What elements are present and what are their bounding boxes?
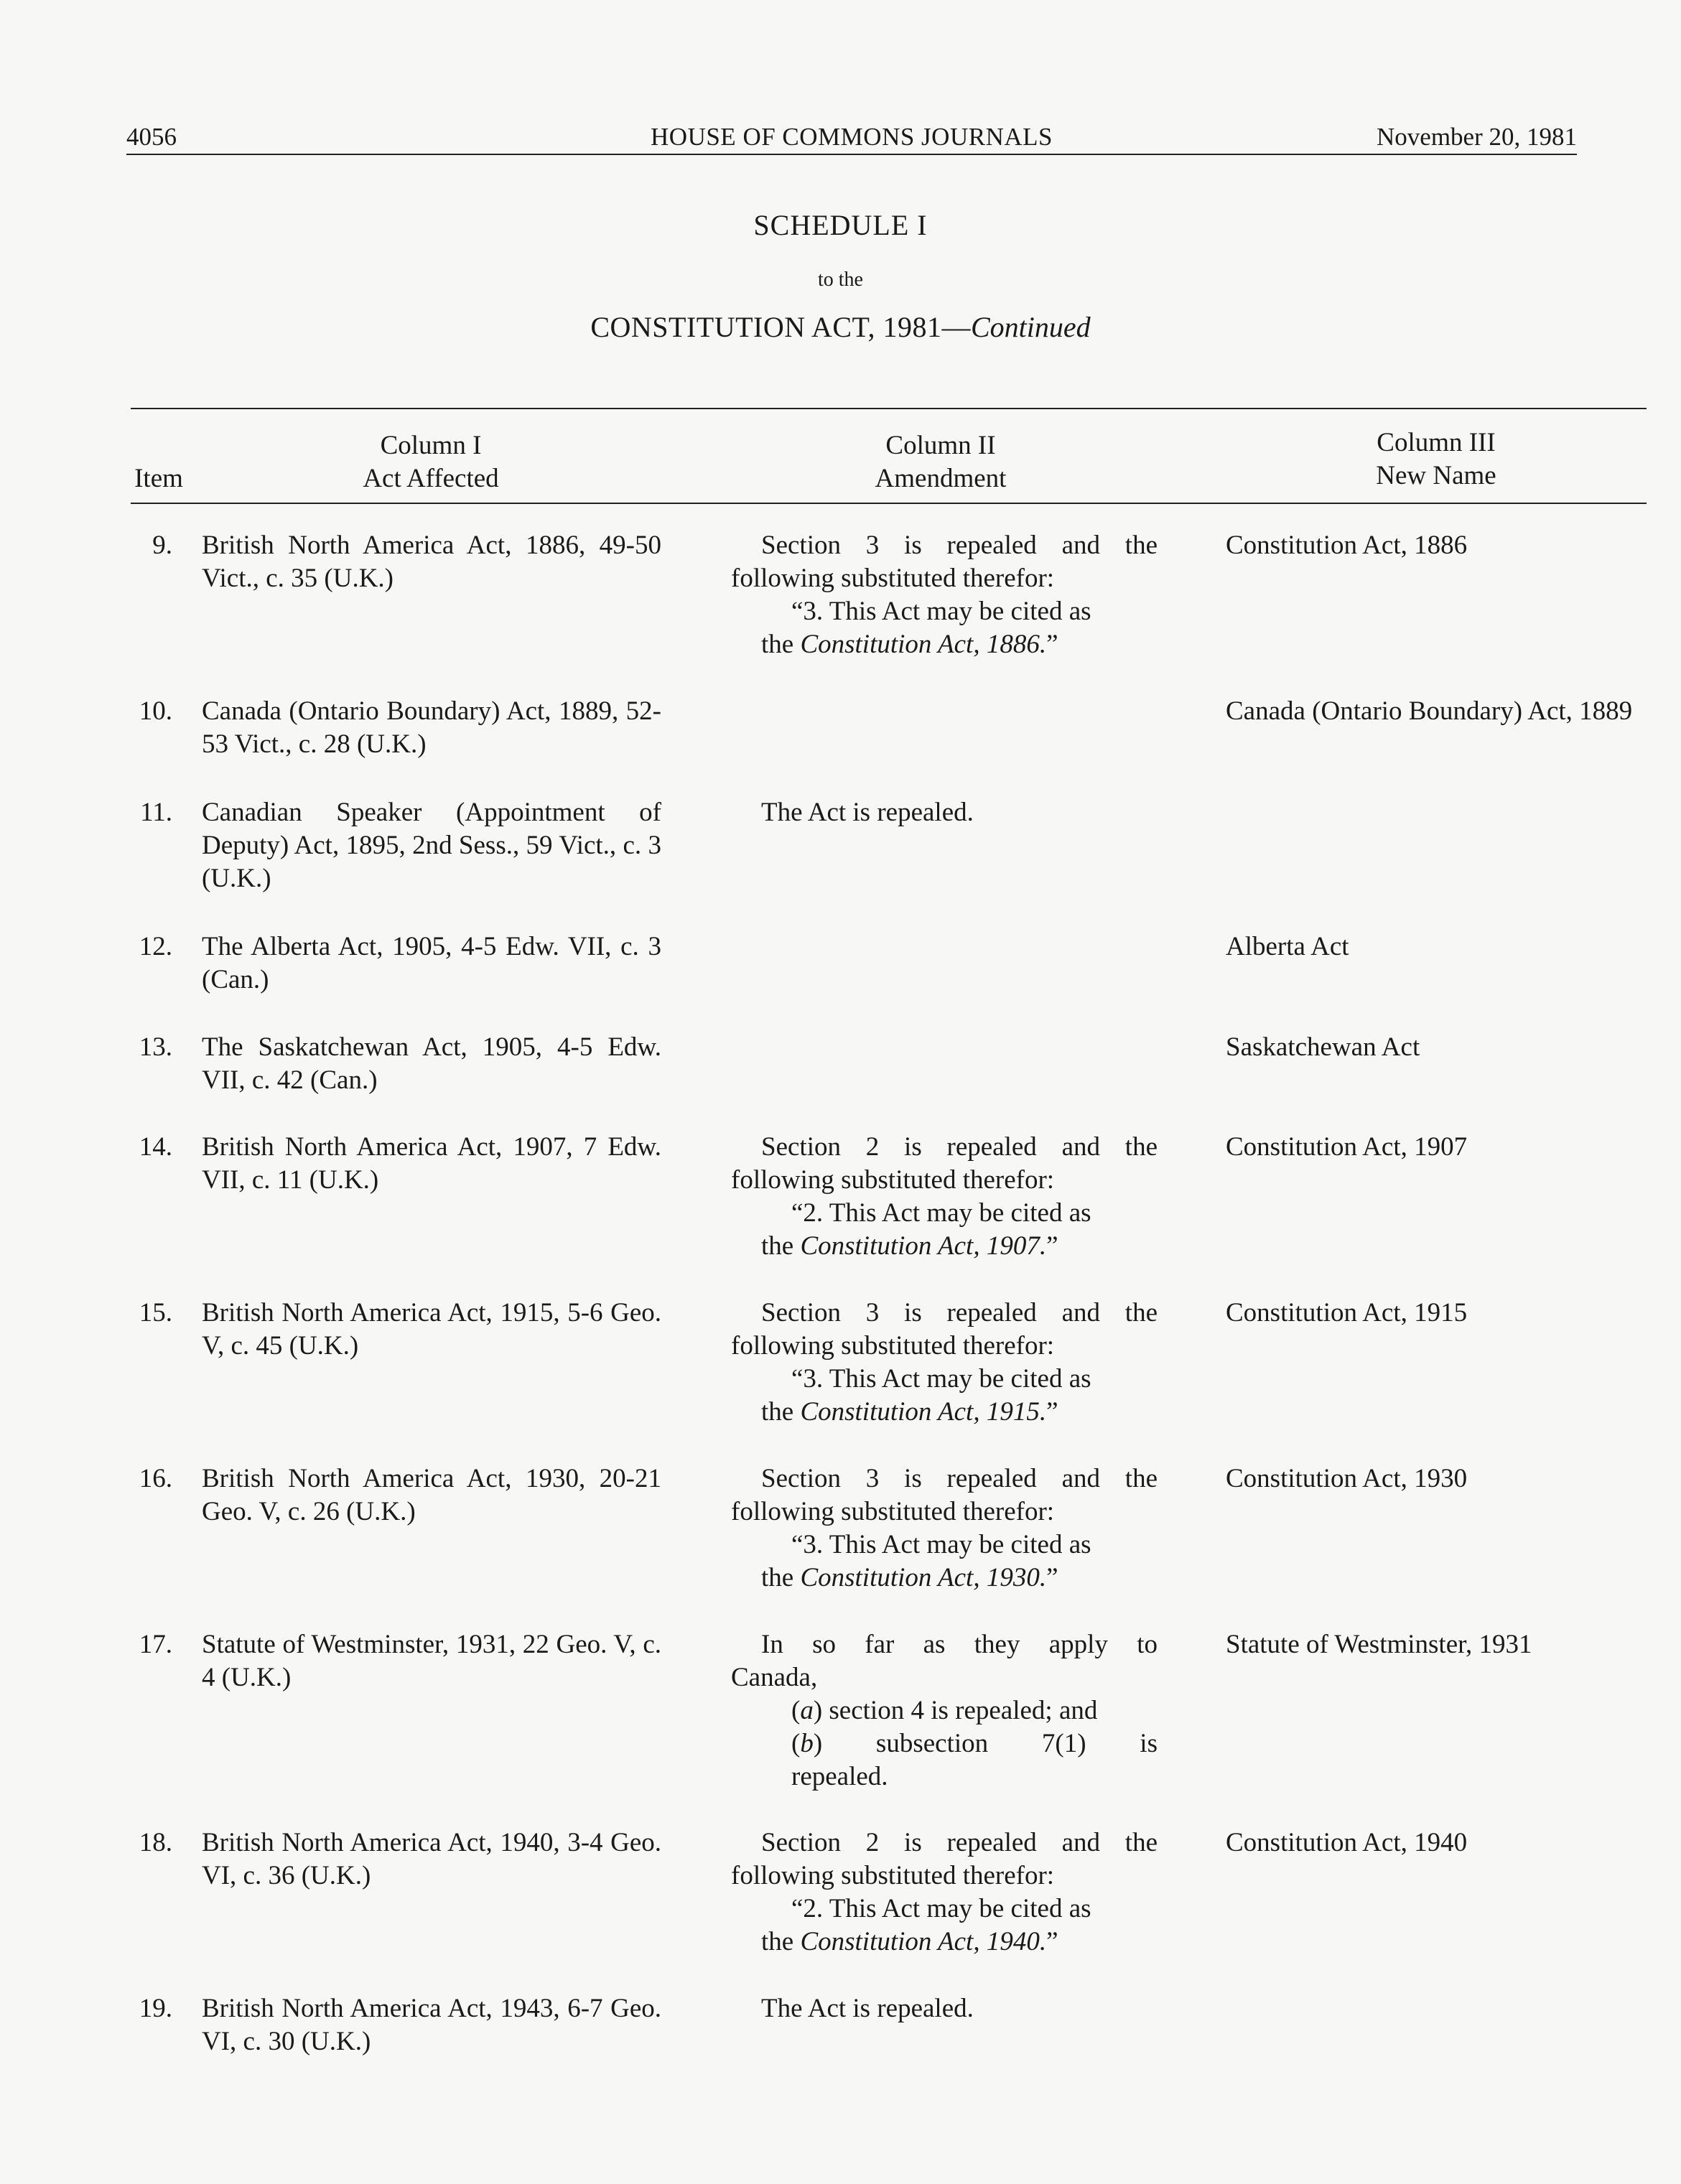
row-act-affected: Canadian Speaker (Appointment of Deputy) Act, 1895, 2nd Sess., 59 Vict., c. 3 (U.K.) bbox=[202, 798, 661, 893]
citation-prefix: the bbox=[761, 1397, 801, 1427]
column-2-subtitle: Amendment bbox=[875, 464, 1007, 493]
row-act-affected: Canada (Ontario Boundary) Act, 1889, 52-53 Vict., c. 28 (U.K.) bbox=[202, 696, 661, 759]
citation-title: Constitution Act, 1915. bbox=[800, 1397, 1047, 1427]
amendment-line: The Act is repealed. bbox=[761, 1994, 974, 2023]
row-amendment bbox=[731, 529, 1158, 661]
citation-title: Constitution Act, 1886. bbox=[800, 630, 1047, 659]
row-act-affected: British North America Act, 1907, 7 Edw. VII, c. 11 (U.K.) bbox=[202, 1132, 661, 1195]
column-1-title: Column I bbox=[380, 431, 482, 460]
schedule-act-title bbox=[0, 310, 1681, 344]
amendment-quote: “2. This Act may be cited as bbox=[791, 1894, 1091, 1923]
row-new-name: Constitution Act, 1940 bbox=[1226, 1828, 1468, 1857]
amendment-line: Section 2 is repealed and the bbox=[761, 1828, 1158, 1857]
clause-text: ) subsection 7(1) is bbox=[813, 1729, 1158, 1758]
amendment-citation bbox=[731, 1396, 1158, 1429]
table-header-rule bbox=[131, 503, 1647, 504]
row-item-number: 11. bbox=[140, 798, 172, 827]
row-item-number: 15. bbox=[139, 1298, 172, 1327]
column-2-title: Column II bbox=[885, 431, 996, 460]
amendment-quote: “2. This Act may be cited as bbox=[791, 1198, 1091, 1228]
running-head bbox=[126, 121, 1577, 155]
journal-title: HOUSE OF COMMONS JOURNALS bbox=[651, 123, 1053, 151]
row-item-number: 17. bbox=[139, 1630, 172, 1659]
row-amendment bbox=[731, 1297, 1158, 1429]
table-top-rule bbox=[131, 408, 1647, 409]
row-new-name: Constitution Act, 1915 bbox=[1226, 1298, 1468, 1327]
row-amendment bbox=[731, 1628, 1158, 1793]
citation-close: ” bbox=[1046, 1397, 1058, 1427]
column-header-item-label: Item bbox=[134, 464, 183, 493]
citation-prefix: the bbox=[761, 1563, 801, 1592]
column-header-1 bbox=[316, 429, 546, 495]
clause-text: ) section 4 is repealed; and bbox=[813, 1696, 1098, 1725]
row-act-affected: British North America Act, 1886, 49-50 Vict., c. 35 (U.K.) bbox=[202, 531, 661, 593]
amendment-line: The Act is repealed. bbox=[761, 798, 974, 827]
citation-close: ” bbox=[1046, 1563, 1058, 1592]
row-act-affected: Statute of Westminster, 1931, 22 Geo. V, c. 4 (U.K.) bbox=[202, 1630, 661, 1692]
amendment-line: following substituted therefor: bbox=[731, 1165, 1055, 1195]
citation-prefix: the bbox=[761, 1927, 801, 1956]
amendment-citation bbox=[731, 628, 1158, 661]
row-item-number: 14. bbox=[139, 1132, 172, 1162]
amendment-line: Section 3 is repealed and the bbox=[761, 1298, 1158, 1327]
citation-prefix: the bbox=[761, 1231, 801, 1261]
amendment-line: following substituted therefor: bbox=[731, 564, 1055, 593]
amendment-citation bbox=[731, 1230, 1158, 1263]
amendment-quote: “3. This Act may be cited as bbox=[791, 1530, 1091, 1559]
amendment-line: In so far as they apply to bbox=[761, 1630, 1158, 1659]
amendment-line: repealed. bbox=[791, 1762, 888, 1791]
row-amendment bbox=[731, 1992, 1158, 2025]
row-amendment bbox=[731, 796, 1158, 829]
row-new-name: Constitution Act, 1886 bbox=[1226, 531, 1468, 560]
amendment-citation bbox=[731, 1562, 1158, 1595]
amendment-line: Section 3 is repealed and the bbox=[761, 1464, 1158, 1493]
row-item-number: 16. bbox=[139, 1464, 172, 1493]
amendment-line: following substituted therefor: bbox=[731, 1861, 1055, 1890]
amendment-line: Section 2 is repealed and the bbox=[761, 1132, 1158, 1162]
column-3-subtitle: New Name bbox=[1376, 461, 1496, 490]
row-act-affected: British North America Act, 1930, 20-21 Geo. V, c. 26 (U.K.) bbox=[202, 1464, 661, 1526]
citation-close: ” bbox=[1046, 1231, 1058, 1261]
clause-paren: ( bbox=[791, 1696, 801, 1725]
row-item-number: 19. bbox=[139, 1994, 172, 2023]
act-title-text: CONSTITUTION ACT, 1981— bbox=[590, 311, 971, 343]
amendment-line: following substituted therefor: bbox=[731, 1497, 1055, 1526]
citation-title: Constitution Act, 1940. bbox=[800, 1927, 1047, 1956]
citation-prefix: the bbox=[761, 630, 801, 659]
column-header-2 bbox=[826, 429, 1056, 495]
row-act-affected: British North America Act, 1943, 6-7 Geo. VI, c. 30 (U.K.) bbox=[202, 1994, 661, 2056]
row-item-number: 18. bbox=[139, 1828, 172, 1857]
column-header-3 bbox=[1321, 426, 1551, 493]
citation-close: ” bbox=[1046, 630, 1058, 659]
citation-title: Constitution Act, 1907. bbox=[800, 1231, 1047, 1261]
row-amendment bbox=[731, 1462, 1158, 1595]
citation-title: Constitution Act, 1930. bbox=[800, 1563, 1047, 1592]
row-item-number: 10. bbox=[139, 696, 172, 726]
amendment-quote: “3. This Act may be cited as bbox=[791, 1364, 1091, 1394]
amendment-line: Canada, bbox=[731, 1663, 818, 1692]
row-item-number: 12. bbox=[139, 932, 172, 961]
column-1-subtitle: Act Affected bbox=[363, 464, 499, 493]
column-3-title: Column III bbox=[1377, 428, 1496, 457]
row-new-name: Constitution Act, 1907 bbox=[1226, 1132, 1468, 1162]
amendment-clause-a bbox=[731, 1694, 1158, 1727]
clause-letter: b bbox=[800, 1729, 814, 1758]
row-item-number: 13. bbox=[139, 1032, 172, 1062]
clause-paren: ( bbox=[791, 1729, 801, 1758]
amendment-clause-b bbox=[731, 1727, 1158, 1760]
row-amendment bbox=[731, 1131, 1158, 1263]
amendment-citation bbox=[731, 1926, 1158, 1959]
row-act-affected: British North America Act, 1915, 5-6 Geo. V, c. 45 (U.K.) bbox=[202, 1298, 661, 1361]
column-header-item bbox=[126, 462, 191, 495]
amendment-line: following substituted therefor: bbox=[731, 1331, 1055, 1361]
row-act-affected: The Alberta Act, 1905, 4-5 Edw. VII, c. 3 (Can.) bbox=[202, 932, 661, 994]
citation-close: ” bbox=[1046, 1927, 1058, 1956]
row-act-affected: The Saskatchewan Act, 1905, 4-5 Edw. VII, c. 42 (Can.) bbox=[202, 1032, 661, 1095]
row-act-affected: British North America Act, 1940, 3-4 Geo. VI, c. 36 (U.K.) bbox=[202, 1828, 661, 1890]
row-amendment bbox=[731, 1826, 1158, 1959]
page-date: November 20, 1981 bbox=[1377, 123, 1577, 151]
continued-label: Continued bbox=[970, 311, 1091, 343]
amendment-line: Section 3 is repealed and the bbox=[761, 531, 1158, 560]
page-number: 4056 bbox=[126, 123, 177, 151]
row-new-name: Constitution Act, 1930 bbox=[1226, 1464, 1468, 1493]
row-new-name: Canada (Ontario Boundary) Act, 1889 bbox=[1226, 696, 1633, 726]
row-new-name: Saskatchewan Act bbox=[1226, 1032, 1420, 1062]
row-new-name: Alberta Act bbox=[1226, 932, 1349, 961]
clause-letter: a bbox=[800, 1696, 814, 1725]
row-item-number: 9. bbox=[152, 531, 172, 560]
amendment-quote: “3. This Act may be cited as bbox=[791, 597, 1091, 626]
schedule-to-the: to the bbox=[818, 269, 863, 291]
schedule-title: SCHEDULE I bbox=[753, 209, 928, 241]
row-new-name: Statute of Westminster, 1931 bbox=[1226, 1630, 1532, 1659]
